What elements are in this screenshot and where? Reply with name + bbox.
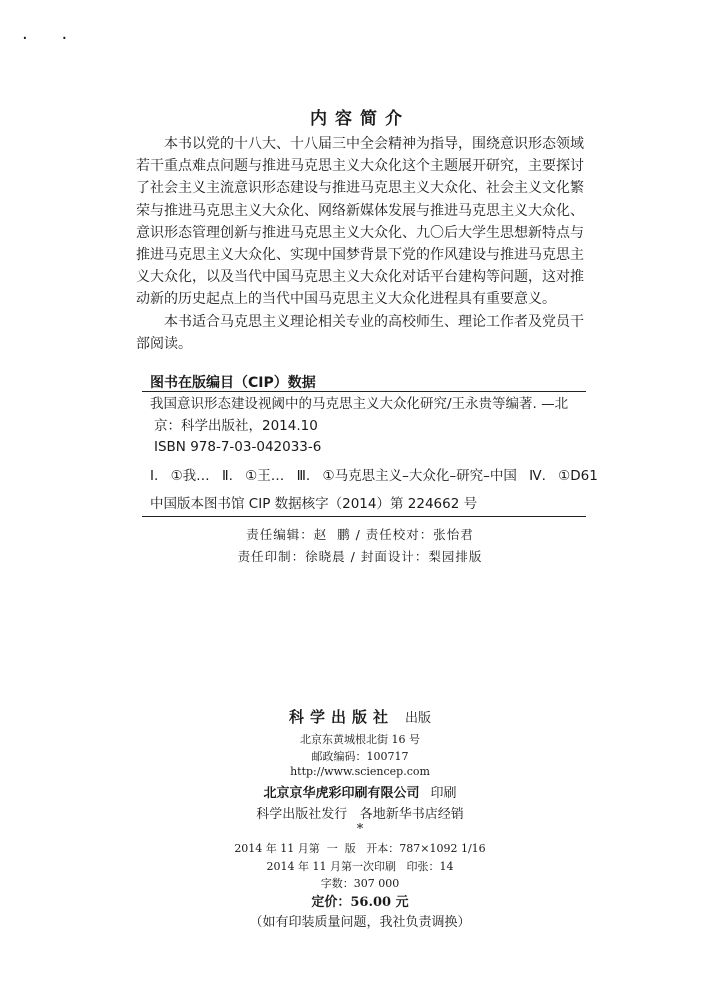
intro-paragraph-1: 本书以党的十八大、十八届三中全会精神为指导，围绕意识形态领域若干重点难点问题与推进马克思主义大众化这个主题展开研究，主要探讨了社会主义主流意识形态建设与推进马克思主义大众化、社会主义文化繁荣与推进马克思主义大众化、网络新媒体发展与推进马克思主义大众化、意识形态管理创新与推进马克思主义大众化、九〇后大学生思想新特点与推进马克思主义大众化、实现中国梦背景下党的作风建设与推进马克思主义大众化，以及当代中国马克思主义大众化对话平台建构等问题，这对推动新的历史起点上的当代中国马克思主义大众化进程具有重要意义。 — [136, 136, 584, 308]
price: 定价：56.00 元 — [311, 895, 409, 910]
word-count: 字数：307 000 — [320, 877, 400, 890]
cip-number: 中国版本图书馆 CIP 数据核字（2014）第 224662 号 — [150, 496, 478, 512]
publisher-name: 科学出版社 — [288, 708, 394, 726]
separator-star: * — [356, 822, 364, 837]
printer-name: 北京京华虎彩印刷有限公司 — [263, 786, 420, 801]
corner-marks: · · — [22, 28, 82, 49]
cip-isbn-block — [150, 437, 582, 459]
publisher-address: 北京东黄城根北街 16 号 — [300, 733, 420, 746]
intro-body — [136, 133, 584, 355]
cip-title-line-2: 京：科学出版社，2014.10 — [154, 417, 318, 434]
editors-line-1: 责任编辑：赵 鹏 / 责任校对：张怡君 — [246, 527, 474, 542]
publisher-url: http://www.sciencep.com — [290, 765, 430, 778]
publisher-postcode: 邮政编码：100717 — [311, 750, 409, 763]
printer-line — [0, 782, 720, 801]
quality-notice: （如有印装质量问题，我社负责调换） — [249, 915, 471, 930]
cip-classification: Ⅰ. ①我… Ⅱ. ①王… Ⅲ. ①马克思主义–大众化–研究–中国 Ⅳ. ①D61 — [150, 468, 598, 484]
intro-paragraph-2: 本书适合马克思主义理论相关专业的高校师生、理论工作者及党员干部阅读。 — [136, 313, 584, 352]
distribution: 科学出版社发行 各地新华书店经销 — [256, 807, 464, 822]
cip-record — [150, 394, 582, 437]
cip-heading: 图书在版编目（CIP）数据 — [150, 375, 316, 391]
printer-suffix: 印刷 — [430, 786, 457, 801]
cip-top-rule — [142, 391, 586, 392]
cip-bottom-rule — [142, 516, 586, 517]
cip-title-line-1: 我国意识形态建设视阈中的马克思主义大众化研究/王永贵等编著. —北 — [150, 396, 569, 412]
printing-info: 2014 年 11 月第一次印刷 印张：14 — [266, 860, 454, 873]
edition-info: 2014 年 11 月第 一 版 开本：787×1092 1/16 — [234, 842, 486, 855]
editors-line-2: 责任印制：徐晓晨 / 封面设计：梨园排版 — [237, 549, 483, 564]
publisher-line — [0, 706, 720, 727]
publisher-suffix: 出版 — [405, 711, 432, 726]
cip-isbn: ISBN 978-7-03-042033-6 — [154, 439, 322, 455]
intro-title: 内容简介 — [310, 109, 410, 129]
